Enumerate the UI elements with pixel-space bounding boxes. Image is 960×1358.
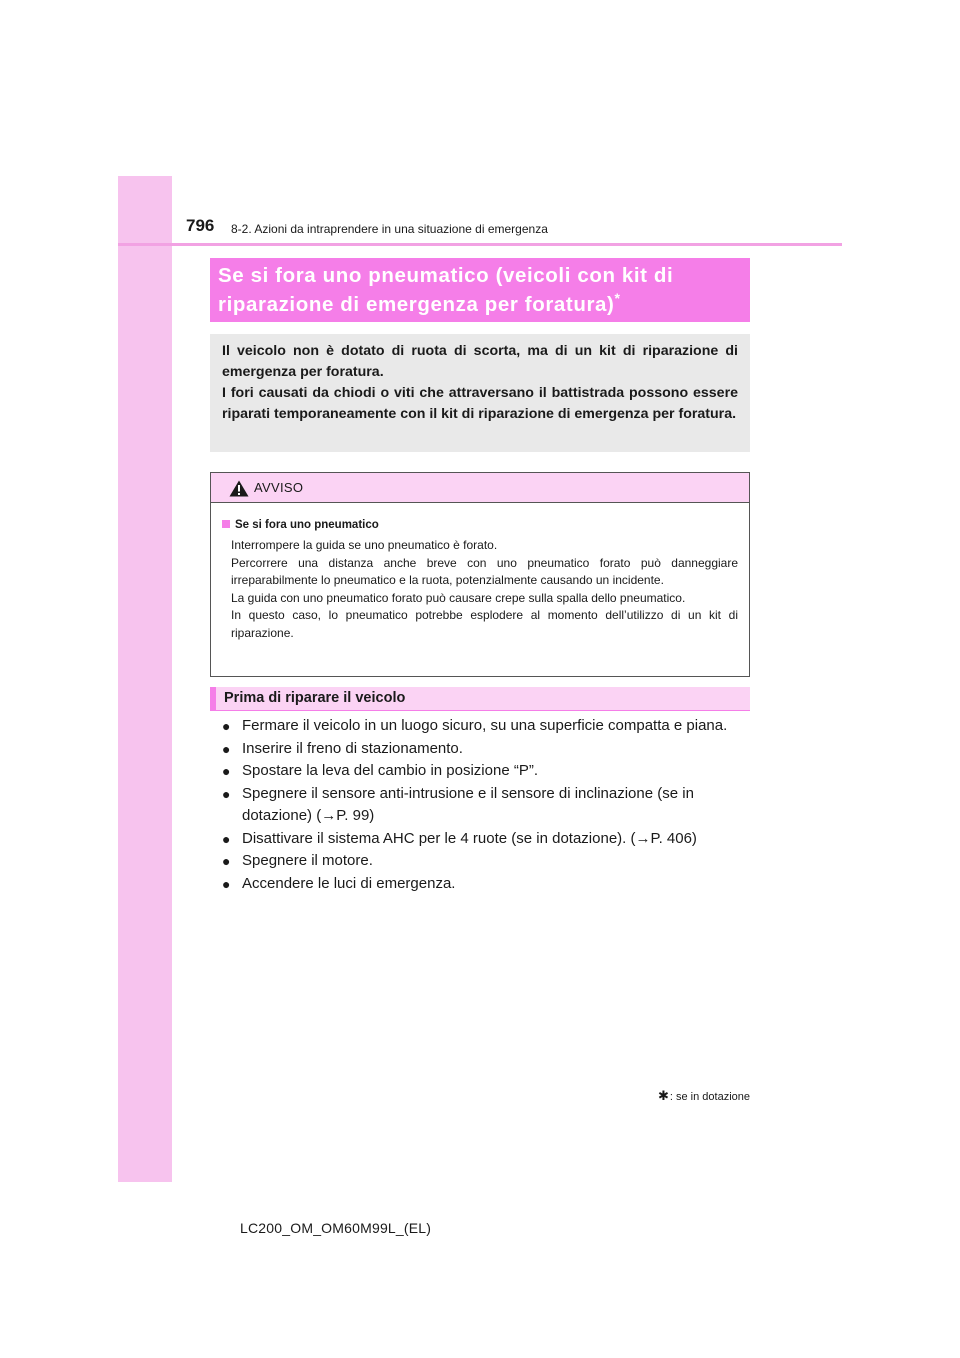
list-item: ● Inserire il freno di stazionamento. xyxy=(222,738,750,761)
chapter-title: 8-2. Azioni da intraprendere in una situazione di emergenza xyxy=(231,222,548,236)
intro-paragraph-2: I fori causati da chiodi o viti che attraversano il battistrada possono essere riparati temporaneamente con il kit di riparazione di emergenza per foratura. xyxy=(222,385,738,422)
warning-header xyxy=(211,473,749,503)
section-title-line-2-text: riparazione di emergenza per foratura) xyxy=(218,293,615,316)
list-item: ● Fermare il veicolo in un luogo sicuro, su una superficie compatta e piana. xyxy=(222,715,750,738)
prep-heading: Prima di riparare il veicolo xyxy=(210,687,750,711)
warning-text xyxy=(231,537,738,642)
section-title-line-2 xyxy=(218,290,742,319)
footnote-asterisk: * xyxy=(614,290,621,307)
side-tab-strip xyxy=(118,176,172,1182)
footer-document-code: LC200_OM_OM60M99L_(EL) xyxy=(240,1220,432,1236)
section-title-line-1: Se si fora uno pneumatico (veicoli con kit di xyxy=(218,264,674,287)
prep-steps-list xyxy=(222,715,750,895)
list-item: ● Spegnere il sensore anti-intrusione e il sensore di inclinazione (se in dotazione) (→P. 99) xyxy=(222,783,750,828)
warning-triangle-icon xyxy=(229,480,249,497)
page-number: 796 xyxy=(186,216,215,235)
warning-body xyxy=(211,503,749,642)
footnote-text: : se in dotazione xyxy=(669,1091,750,1103)
warning-line: La guida con uno pneumatico forato può causare crepe sulla spalla dello pneumatico. xyxy=(231,590,686,605)
header-rule xyxy=(118,243,842,246)
warning-label: AVVISO xyxy=(254,480,304,495)
warning-subtitle xyxy=(222,517,738,533)
list-item: ● Spostare la leva del cambio in posizione “P”. xyxy=(222,760,750,783)
intro-box xyxy=(210,334,750,452)
intro-paragraph-1: Il veicolo non è dotato di ruota di scorta, ma di un kit di riparazione di emergenza per foratura. xyxy=(222,343,738,380)
list-item: ● Accendere le luci di emergenza. xyxy=(222,873,750,896)
warning-box xyxy=(210,472,750,677)
warning-line: Percorrere una distanza anche breve con uno pneumatico forato può danneggiare irreparabilmente lo pneumatico e la ruota, potenzialmente causando un incidente. xyxy=(231,555,738,587)
warning-subtitle-text: Se si fora uno pneumatico xyxy=(235,519,379,531)
asterisk-icon: ✱ xyxy=(657,1088,669,1103)
warning-line: Interrompere la guida se uno pneumatico è forato. xyxy=(231,538,498,552)
square-bullet-icon xyxy=(222,520,230,528)
list-item: ● Disattivare il sistema AHC per le 4 ruote (se in dotazione). (→P. 406) xyxy=(222,828,750,851)
footnote xyxy=(658,1088,750,1104)
section-title-banner xyxy=(210,258,750,322)
warning-line: In questo caso, lo pneumatico potrebbe esplodere al momento dell’utilizzo di un kit di riparazione. xyxy=(231,608,738,640)
list-item: ● Spegnere il motore. xyxy=(222,850,750,873)
